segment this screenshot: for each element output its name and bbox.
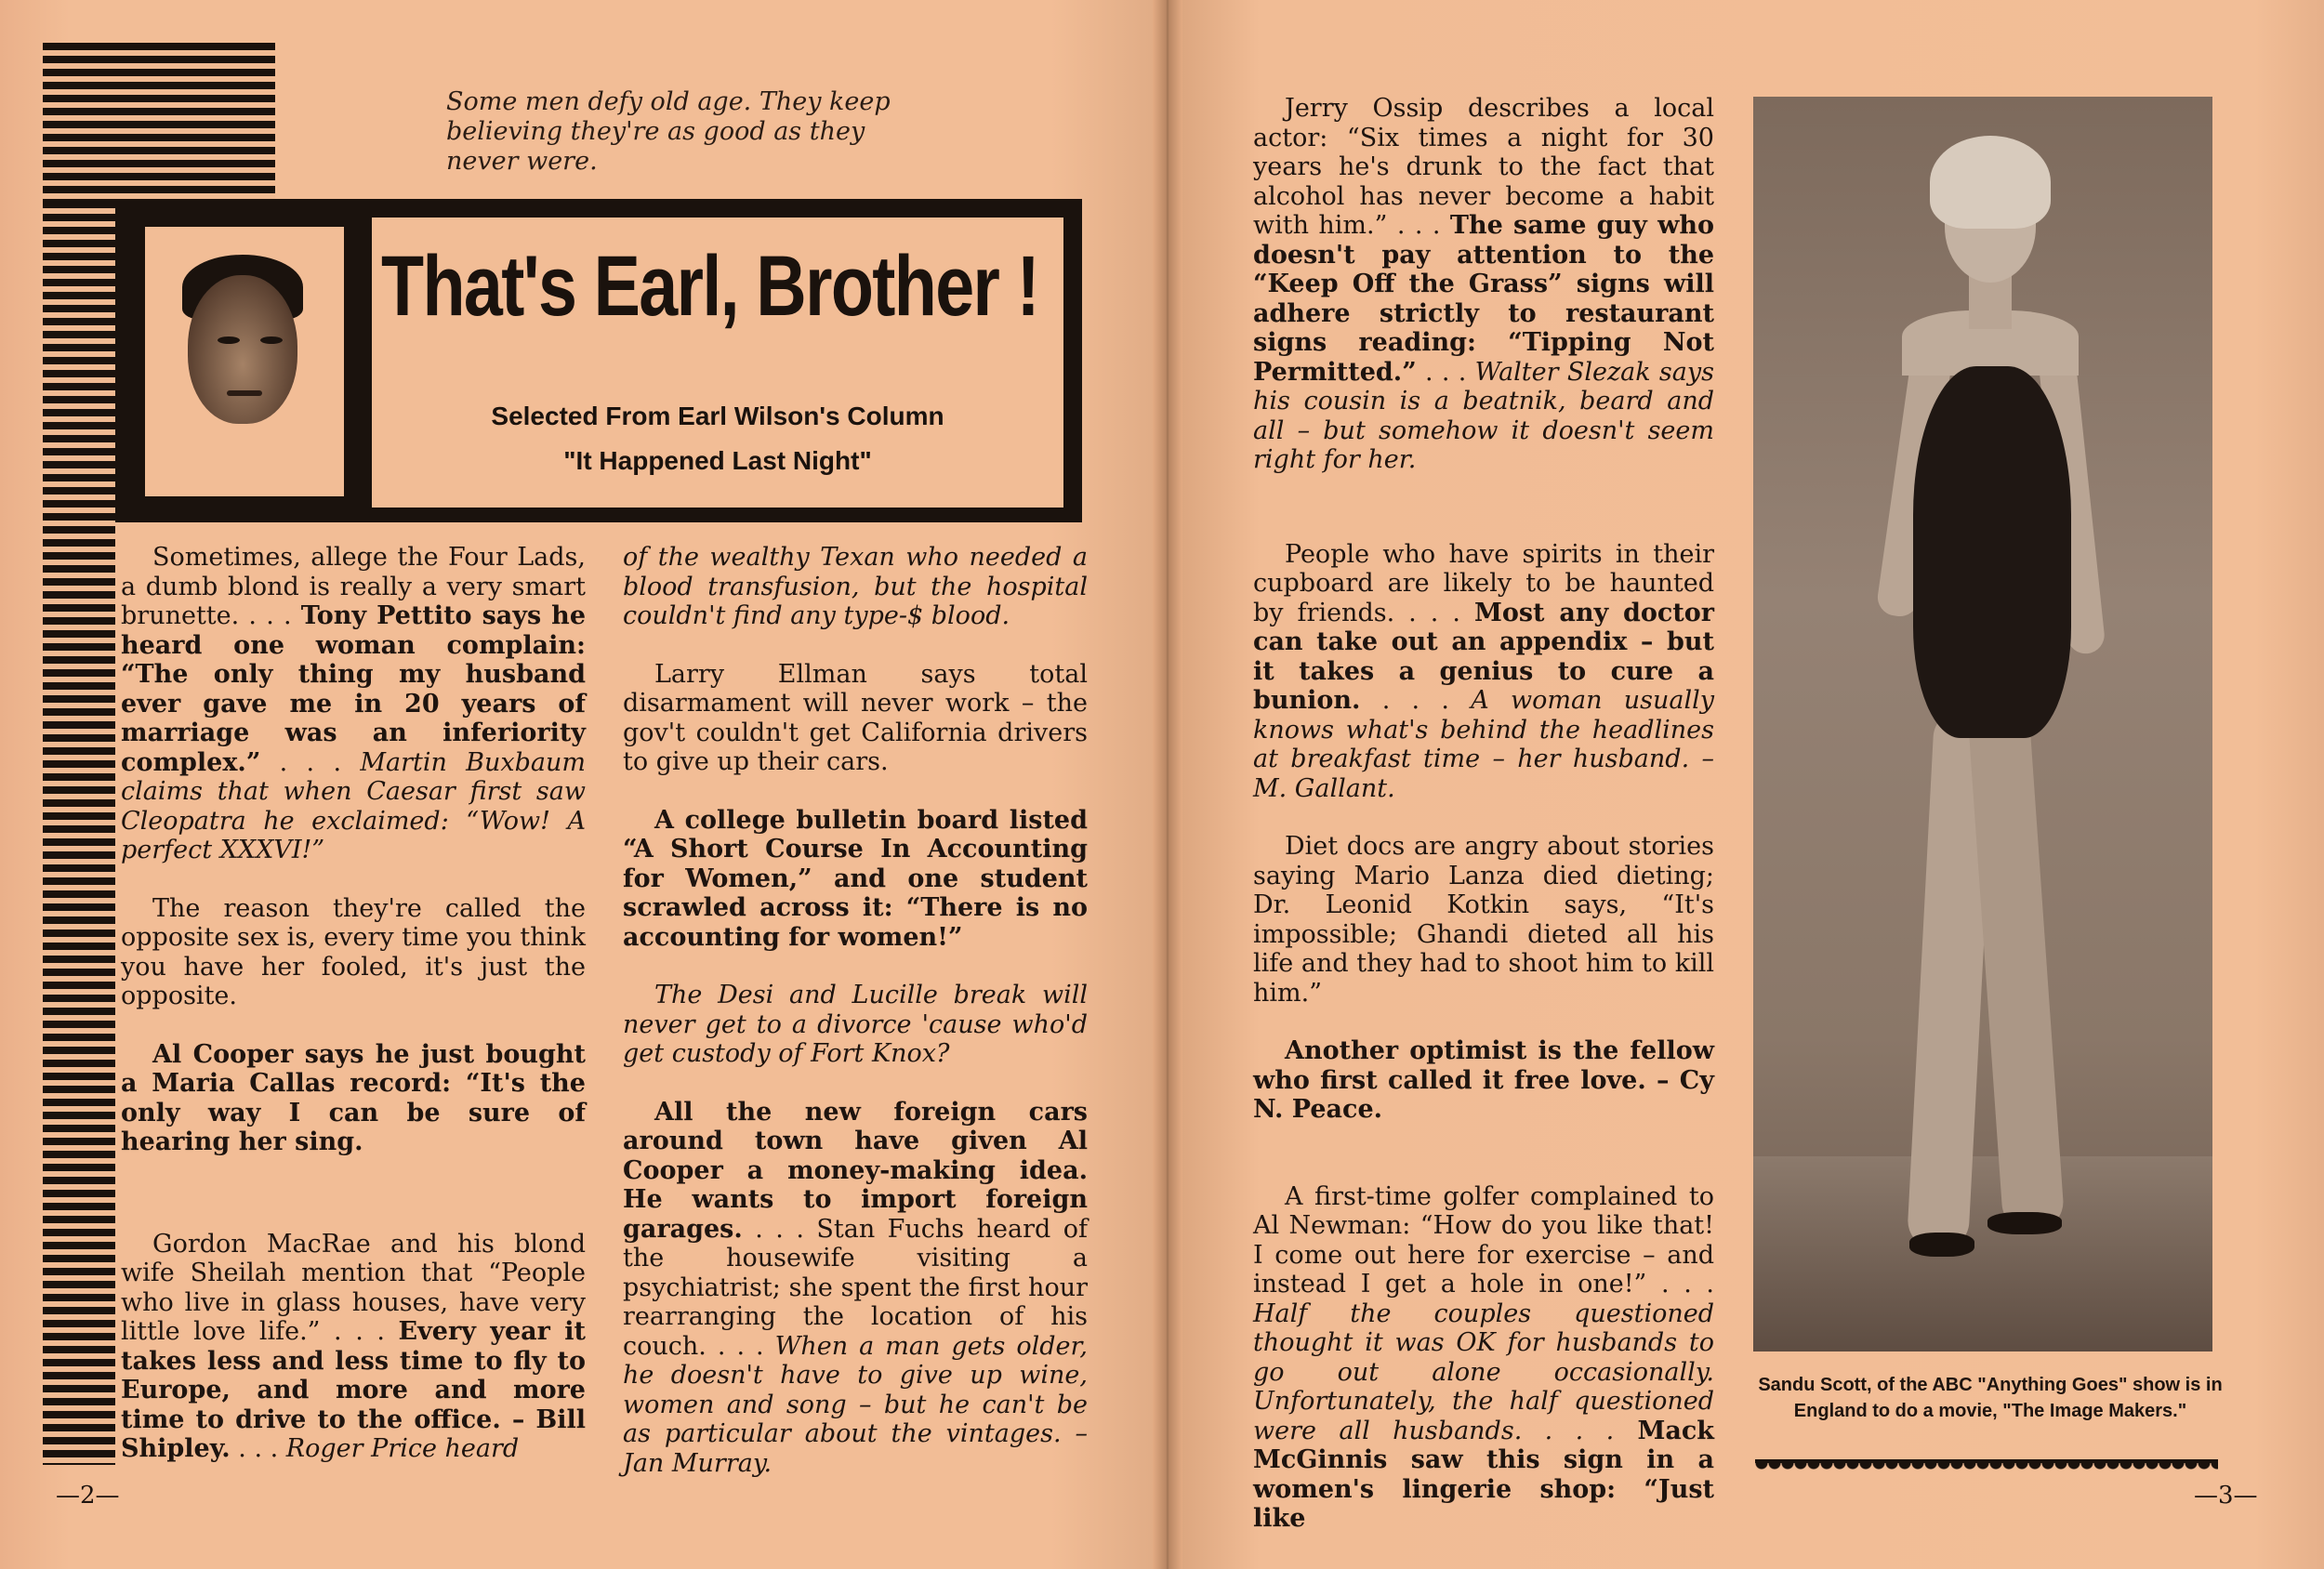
photo-caption: Sandu Scott, of the ABC "Anything Goes" show is in England to do a movie, "The Image Makers." [1758,1375,2223,1421]
subtitle-line-1: Selected From Earl Wilson's Column [491,402,944,430]
text-run: . . . [1416,357,1475,387]
paragraph [623,1098,1088,1479]
text-run-bold: The same guy who doesn't pay attention to the “Keep Off the Grass” signs will adhere strictly to restaurant signs reading: “Tipping Not Permitted.” [1253,211,1714,387]
article-subtitle [372,394,1063,483]
text-run-bold: All the new foreign cars around town have given Al Cooper a money-making idea. He wants to import foreign garages. [623,1097,1088,1244]
text-run: Gordon MacRae and his blond wife Sheilah mention that “People who live in glass houses, have very little love life.” . . . [121,1229,586,1346]
photo-figure-shoe [1987,1212,2062,1234]
text-run-bold: Al Cooper says he just bought a Maria Callas record: “It's the only way I can be sure of hearing her sing. [121,1039,586,1156]
text-run-bold: A college bulletin board listed “A Short Course In Accounting for Women,” and one student scrawled across it: “There is no accounting for women!” [623,805,1088,952]
paragraph [623,981,1088,1069]
binding-gutter [1153,0,1182,1569]
paragraph [121,1230,586,1464]
text-run-bold: Another optimist is the fellow who first called it free love. – Cy N. Peace. [1253,1036,1714,1124]
text-run-bold: Most any doctor can take out an appendix – but it takes a genius to cure a bunion. [1253,598,1714,715]
paragraph: Larry Ellman says total disarmament will never work – the gov't couldn't get California drivers to give up their cars. [623,659,1088,776]
decorative-stripes-margin [43,201,115,1465]
paragraph [1253,540,1714,804]
text-run: Sometimes, allege the Four Lads, a dumb blond is really a very smart brunette. . . . [121,543,586,630]
photo-figure-swimsuit [1913,366,2071,738]
paragraph [1253,94,1714,475]
portrait-eye [218,336,240,344]
text-run: A first-time golfer complained to Al Newman: “How do you like that! I come out here for exercise – and instead I get a hole in one!” . . . [1253,1181,1714,1299]
page-number-left: —2— [56,1482,120,1510]
photo-figure-shoe [1909,1233,1974,1257]
right-column [1253,94,1714,1562]
text-run: . . . [230,1434,286,1463]
sandu-scott-photo [1753,97,2212,1351]
text-run-italic: Walter Slezak says his cousin is a beatnik, beard and all – but somehow it doesn't seem right for her. [1253,357,1714,474]
paragraph: The reason they're called the opposite sex is, every time you think you have her fooled, it's just the opposite. [121,893,586,1010]
text-run: People who have spirits in their cupboard are likely to be haunted by friends. . . . [1253,539,1714,627]
earl-wilson-portrait [145,227,344,496]
paragraph [623,806,1088,953]
article-title: That's Earl, Brother ! [381,239,1039,334]
text-run: . . . [1360,686,1472,715]
paragraph [121,543,586,865]
text-run-italic: Half the couples questioned thought it was OK for husbands to go out alone occasionally. Unfortunately, the half questioned were all husbands. . . . [1253,1299,1714,1445]
photo-figure-hair [1930,136,2051,229]
photo-floor [1753,1156,2212,1351]
portrait-eye [260,336,283,344]
text-run-italic: When a man gets older, he doesn't have to give up wine, women and song – but he can't be as particular about the vintages. – Jan Murray. [623,1331,1089,1478]
text-run-italic: Roger Price heard [285,1434,520,1463]
text-run: Jerry Ossip describes a local actor: “Six times a night for 30 years he's drunk to the fact that alcohol has never become a habit with him.” . . . [1253,94,1714,240]
text-run-italic: A woman usually knows what's behind the headlines at breakfast time – her husband. – M. Gallant. [1253,686,1715,803]
text-run-bold: Every year it takes less and less time to fly to Europe, and more and more time to drive to the office. – Bill Shipley. [121,1317,586,1463]
portrait-face [188,275,297,424]
text-run-italic: Martin Buxbaum claims that when Caesar first saw Cleopatra he exclaimed: “Wow! A perfect XXXVI!” [121,747,587,864]
decorative-scallop-border [1755,1459,2218,1476]
paragraph [623,543,1088,631]
text-run: . . . [260,747,361,777]
text-run-italic: of the wealthy Texan who needed a blood transfusion, but the hospital couldn't find any type-$ blood. [623,543,1088,630]
subtitle-line-2: "It Happened Last Night" [563,446,872,475]
text-run-bold: Tony Pettito says he heard one woman complain: “The only thing my husband ever gave me in 20 years of marriage was an inferiority complex.” [121,601,586,777]
page-number-right: —3— [2194,1482,2258,1510]
portrait-mouth [227,390,262,396]
text-run-bold: Mack McGinnis saw this sign in a women's lingerie shop: “Just like [1253,1416,1714,1533]
text-run-italic: The Desi and Lucille break will never get to a divorce 'cause who'd get custody of Fort Knox? [623,981,1088,1068]
decorative-stripes [43,43,275,201]
text-run: . . . Stan Fuchs heard of the housewife visiting a psychiatrist; she spent the first hour rearranging the location of his couch. . . . [623,1214,1088,1361]
paragraph [1253,1182,1714,1534]
paragraph: Diet docs are angry about stories saying Mario Lanza died dieting; Dr. Leonid Kotkin says, “It's impossible; Ghandi dieted all his life and they had to shoot him to kill him.” [1253,832,1714,1008]
left-column-2 [623,543,1088,1507]
paragraph [121,1040,586,1157]
paragraph [1253,1036,1714,1125]
intro-quote: Some men defy old age. They keep believing they're as good as they never were. [446,87,891,176]
left-column-1 [121,543,586,1493]
